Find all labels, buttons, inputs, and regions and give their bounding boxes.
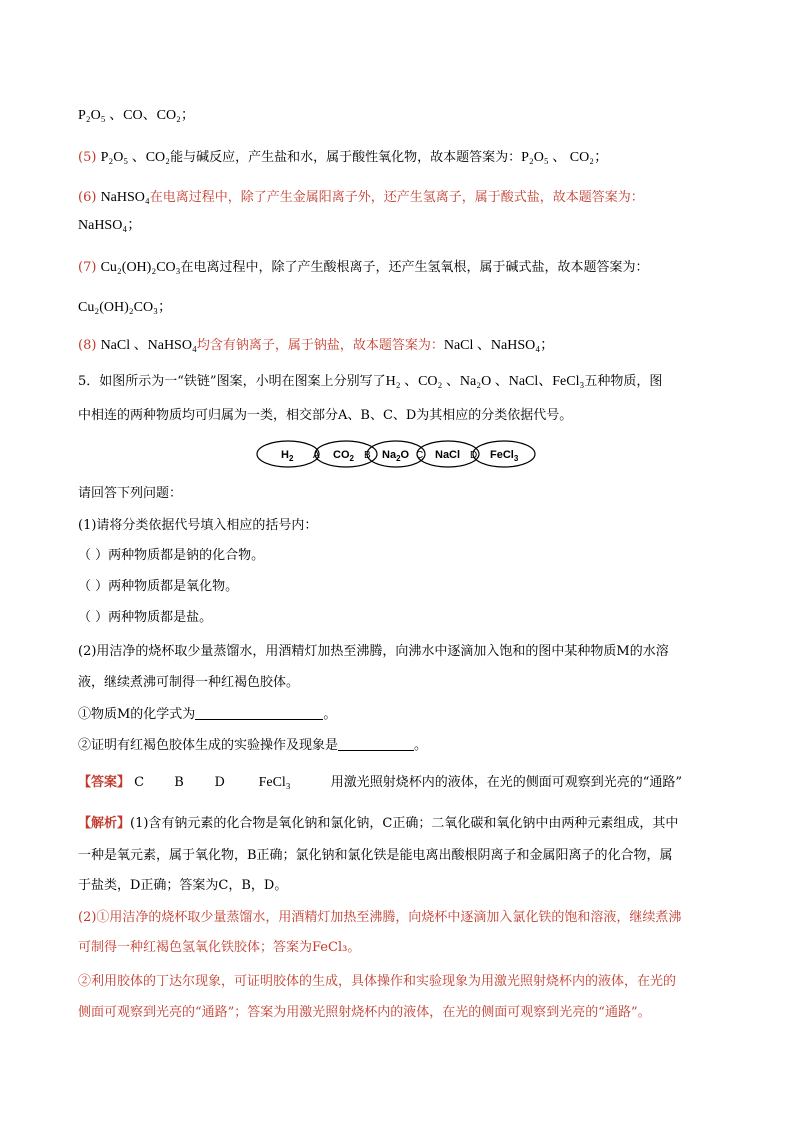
substance-na2o: $Na_2O$	[382, 449, 410, 463]
formula: P₂O₅ 、CO、CO₂；	[78, 108, 195, 123]
answer-1: C	[134, 775, 145, 790]
formula-answer: NaHSO₄；	[78, 218, 142, 233]
formula-answer: Cu₂(OH)₂CO₃；	[78, 300, 172, 315]
answer-4: FeCl₃	[258, 775, 291, 790]
item-number: (8)	[78, 338, 97, 353]
tag-c: C	[416, 450, 424, 461]
blank-item-3: （ ）两种物质都是盐。	[78, 610, 213, 625]
formula: NaCl 、NaHSO₄	[100, 338, 197, 353]
sub-question-2-line-2: 液，继续煮沸可制得一种红褐色胶体。	[78, 675, 300, 690]
answer-line-4	[78, 106, 195, 126]
answer-3: D	[214, 775, 225, 790]
answer-blank[interactable]	[338, 736, 414, 751]
formula: Cu₂(OH)₂CO₃	[100, 260, 181, 275]
answer-line-8	[78, 336, 554, 356]
answer-line-6-formula	[78, 216, 141, 236]
explanation-text: 在电离过程中，除了产生金属阳离子外，还产生氢离子，属于酸式盐，故本题答案为：	[149, 190, 644, 205]
analysis-label: 【解析】	[78, 816, 131, 831]
prompt: 请回答下列问题：	[78, 486, 183, 501]
item-number: (7)	[78, 260, 97, 275]
answer-2: B	[174, 775, 184, 790]
tag-a: A	[313, 450, 320, 461]
question-stem-line-1: 5．如图所示为一“铁链”图案，小明在图案上分别写了H₂ 、CO₂ 、Na₂O 、NaCl、FeCl₃五种物质，图	[78, 374, 663, 389]
formula: P₂O₅ 、CO₂	[100, 150, 171, 165]
item-number: (5)	[78, 150, 97, 165]
analysis-line-1: 【解析】(1)含有钠元素的化合物是氧化钠和氯化钠，C正确；二氧化碳和氧化钠中由两种元素组成，其中	[78, 816, 679, 831]
explanation-text: 均含有钠离子，属于钠盐，故本题答案为：	[196, 338, 444, 353]
substance-fecl3: FeCl$_3$	[490, 449, 519, 463]
analysis-line-5: 可制得一种红褐色氢氧化铁胶体；答案为FeCl₃。	[78, 940, 361, 955]
answer-line-5	[78, 148, 608, 168]
analysis-line-3: 于盐类，D正确；答案为C，B，D。	[78, 878, 288, 893]
analysis-line-2: 一种是氧元素，属于氧化物，B正确；氯化钠和氯化铁是能电离出酸根阴离子和金属阳离子的化合物，属	[78, 848, 673, 863]
analysis-line-7: 侧面可观察到光亮的“通路”；答案为用激光照射烧杯内的液体，在光的侧面可观察到光亮的“通路”。	[78, 1005, 651, 1020]
sub-question-1: (1)请将分类依据代号填入相应的括号内：	[78, 518, 318, 533]
item-number: (6)	[78, 190, 97, 205]
blank-item-1: （ ）两种物质都是钠的化合物。	[78, 548, 265, 563]
explanation-text: 能与碱反应，产生盐和水，属于酸性氧化物，故本题答案为：	[170, 150, 522, 165]
substance-co2: $CO_2$	[333, 449, 354, 463]
answer-line-6	[78, 188, 644, 208]
substance-nacl: NaCl	[435, 449, 461, 461]
analysis-line-4: (2)①用洁净的烧杯取少量蒸馏水，用酒精灯加热至沸腾，向烧杯中逐滴加入氯化铁的饱和溶液，继续煮沸	[78, 910, 682, 925]
question-stem-line-2: 中相连的两种物质均可归属为一类，相交部分A、B、C、D为其相应的分类依据代号。	[78, 408, 573, 423]
iron-chain-diagram	[255, 437, 540, 471]
tag-d: D	[470, 450, 478, 461]
formula-answer: P₂O₅ 、 CO₂；	[521, 150, 609, 165]
substance-list: H₂ 、CO₂ 、Na₂O 、NaCl、FeCl₃	[385, 374, 585, 389]
sub-question-2-2: ②证明有红褐色胶体生成的实验操作及现象是 。	[78, 738, 428, 753]
formula: NaHSO₄	[100, 190, 150, 205]
answer-label: 【答案】	[78, 775, 131, 790]
answer-blank[interactable]	[195, 705, 323, 720]
explanation-text: 在电离过程中，除了产生酸根离子，还产生氢氧根，属于碱式盐，故本题答案为：	[180, 260, 649, 275]
answer-line-7-formula	[78, 298, 172, 318]
tag-b: B	[364, 450, 371, 461]
answer-5: 用激光照射烧杯内的液体，在光的侧面可观察到光亮的“通路”	[330, 775, 683, 790]
analysis-line-6: ②利用胶体的丁达尔现象，可证明胶体的生成，具体操作和实验现象为用激光照射烧杯内的液体，在光的	[78, 974, 677, 989]
sub-question-2-1: ①物质M的化学式为 。	[78, 707, 337, 722]
sub-question-2-line-1: (2)用洁净的烧杯取少量蒸馏水，用酒精灯加热至沸腾，向沸水中逐滴加入饱和的图中某种物质M的水溶	[78, 644, 669, 659]
answer-line-7	[78, 258, 649, 278]
substance-h2: $H_2$	[281, 449, 294, 463]
blank-item-2: （ ）两种物质都是氧化物。	[78, 579, 239, 594]
formula-answer: NaCl 、NaHSO₄；	[443, 338, 555, 353]
answer-line	[78, 773, 682, 793]
